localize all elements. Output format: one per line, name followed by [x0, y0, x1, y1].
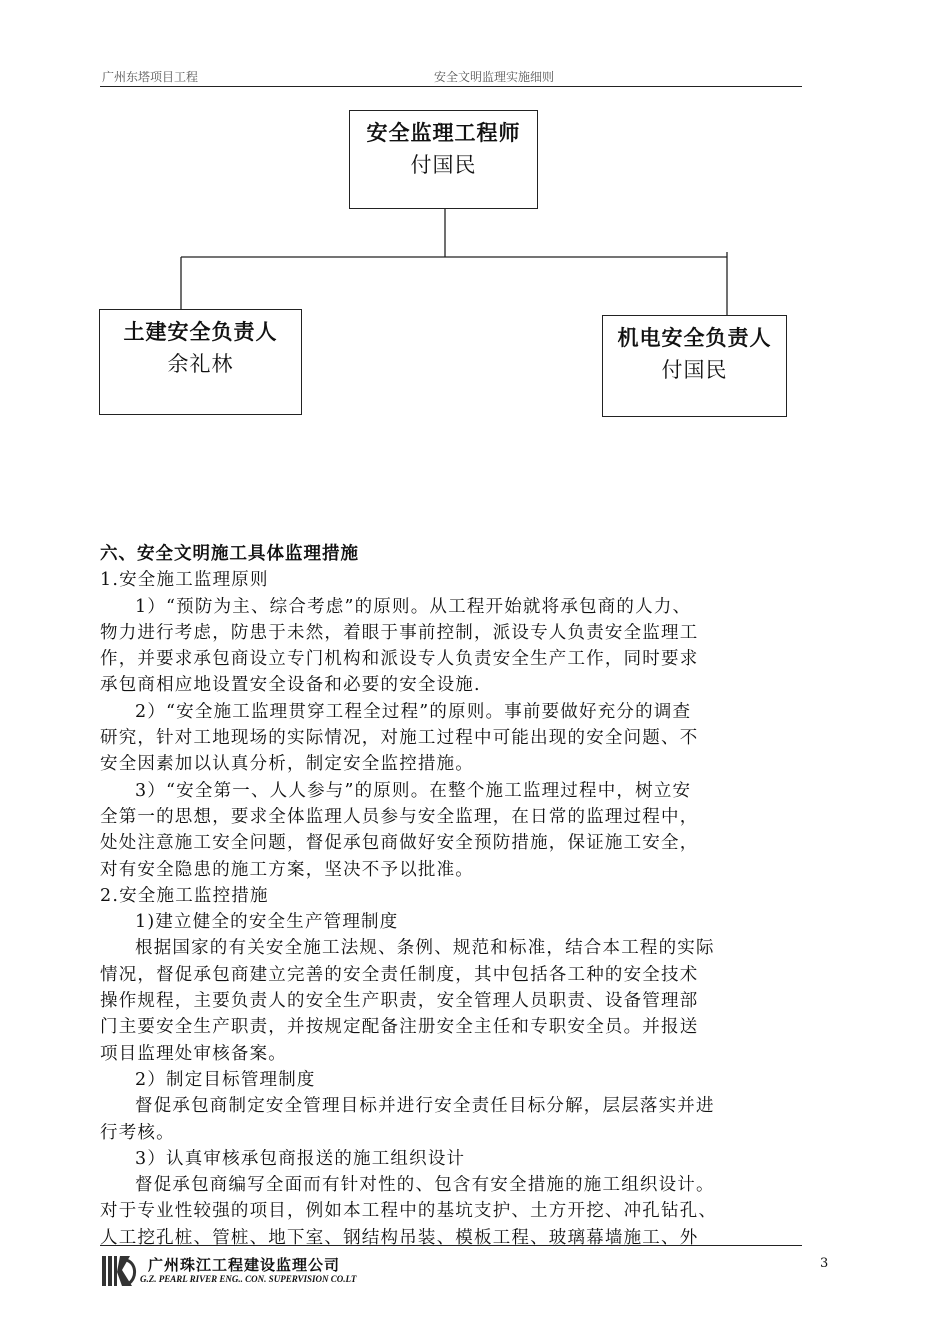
- footer-company-cn: 广州珠江工程建设监理公司: [148, 1256, 341, 1274]
- body-line: 根据国家的有关安全施工法规、条例、规范和标准，结合本工程的实际: [135, 938, 715, 959]
- body-line: 全第一的思想，要求全体监理人员参与安全监理，在日常的监理过程中，: [100, 806, 699, 827]
- body-line: 物力进行考虑，防患于未然，着眼于事前控制，派设专人负责安全监理工: [100, 622, 699, 643]
- company-logo-icon: [100, 1250, 140, 1290]
- section-heading: 六、安全文明施工具体监理措施: [100, 544, 359, 564]
- body-line: 1）“预防为主、综合考虑”的原则。从工程开始就将承包商的人力、: [135, 596, 692, 617]
- body-line: 操作规程，主要负责人的安全生产职责，安全管理人员职责、设备管理部: [100, 991, 699, 1012]
- org-chart: [0, 0, 950, 430]
- header-doc-title: 安全文明监理实施细则: [434, 70, 555, 84]
- org-box-right: [602, 315, 787, 417]
- org-top-role: 安全监理工程师: [366, 121, 521, 145]
- footer-company-en: G.Z. PEARL RIVER ENG.. CON. SUPERVISION CO.LT: [140, 1274, 357, 1284]
- org-right-name: 付国民: [661, 358, 728, 382]
- org-box-top: [349, 110, 538, 209]
- body-line: 门主要安全生产职责，并按规定配备注册安全主任和专职安全员。并报送: [100, 1017, 699, 1038]
- body-line: 1)建立健全的安全生产管理制度: [135, 912, 399, 933]
- body-line: 情况，督促承包商建立完善的安全责任制度，其中包括各工种的安全技术: [100, 964, 699, 985]
- body-text: [100, 541, 835, 1251]
- org-right-role: 机电安全负责人: [617, 326, 772, 350]
- body-line: 安全因素加以认真分析，制定安全监控措施。: [100, 754, 474, 775]
- body-line: 2.安全施工监控措施: [100, 885, 269, 906]
- org-left-name: 余礼林: [167, 352, 234, 376]
- body-line: 项目监理处审核备案。: [100, 1043, 287, 1064]
- body-line: 行考核。: [100, 1122, 175, 1143]
- org-top-name: 付国民: [410, 153, 477, 177]
- page-number: 3: [820, 1256, 829, 1271]
- body-line: 对于专业性较强的项目，例如本工程中的基坑支护、土方开挖、冲孔钻孔、: [100, 1201, 718, 1222]
- body-line: 人工挖孔桩、管桩、地下室、钢结构吊装、模板工程、玻璃幕墙施工、外: [100, 1227, 699, 1248]
- body-line: 3）认真审核承包商报送的施工组织设计: [135, 1148, 466, 1169]
- body-line: 作，并要求承包商设立专门机构和派设专人负责安全生产工作，同时要求: [100, 649, 699, 670]
- body-line: 研究，针对工地现场的实际情况，对施工过程中可能出现的安全问题、不: [100, 728, 699, 749]
- footer-divider: [100, 1245, 802, 1246]
- org-left-role: 土建安全负责人: [123, 320, 278, 344]
- header-project: 广州东塔项目工程: [102, 70, 199, 84]
- org-box-left: [99, 309, 302, 415]
- body-line: 承包商相应地设置安全设备和必要的安全设施.: [100, 675, 481, 696]
- body-line: 2）制定目标管理制度: [135, 1069, 316, 1090]
- body-line: 督促承包商编写全面而有针对性的、包含有安全措施的施工组织设计。: [135, 1175, 715, 1196]
- body-line: 处处注意施工安全问题，督促承包商做好安全预防措施，保证施工安全，: [100, 833, 699, 854]
- body-line: 1.安全施工监理原则: [100, 570, 269, 591]
- body-line: 对有安全隐患的施工方案，坚决不予以批准。: [100, 859, 474, 880]
- body-line: 督促承包商制定安全管理目标并进行安全责任目标分解，层层落实并进: [135, 1096, 715, 1117]
- body-line: 3）“安全第一、人人参与”的原则。在整个施工监理过程中，树立安: [135, 780, 692, 801]
- body-line: 2）“安全施工监理贯穿工程全过程”的原则。事前要做好充分的调查: [135, 701, 692, 722]
